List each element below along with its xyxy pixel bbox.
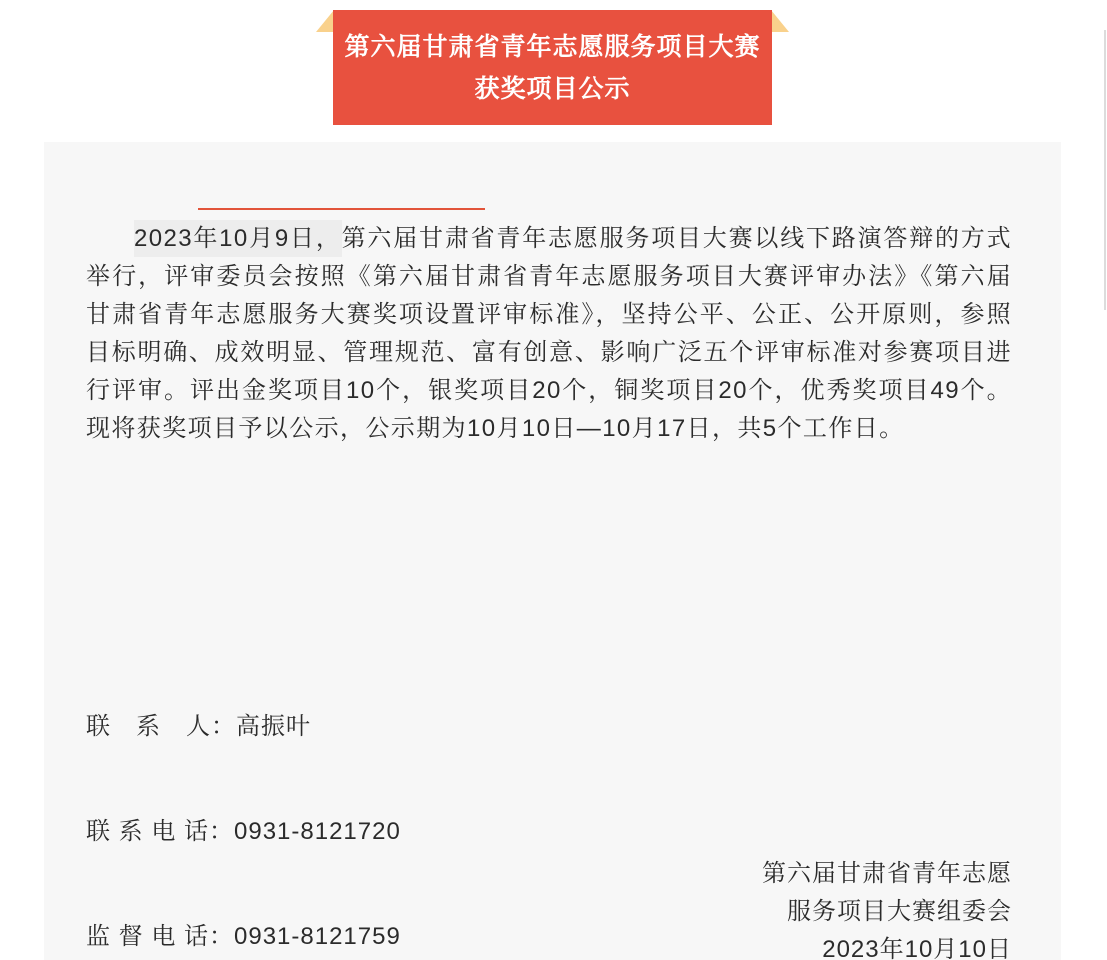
contact-phone-line: 联 系 电 话：0931-8121720 — [86, 818, 401, 845]
scrollbar-thumb[interactable] — [1104, 30, 1106, 310]
red-divider-line — [198, 208, 485, 210]
banner-fold-right-decoration — [771, 10, 789, 32]
banner-title-line2: 获奖项目公示 — [474, 75, 631, 103]
supervision-phone-line: 监 督 电 话：0931-8121759 — [86, 923, 401, 950]
banner-fold-left-decoration — [316, 10, 334, 32]
contact-person-line: 联 系 人：高振叶 — [86, 713, 311, 740]
signature-org-line2: 服务项目大赛组委会 — [787, 898, 1012, 925]
banner-title-line1: 第六届甘肃省青年志愿服务项目大赛 — [344, 33, 761, 61]
announcement-date-highlight: 2023年10月9日， — [134, 220, 342, 257]
signature-date: 2023年10月10日 — [822, 936, 1012, 960]
signature-block — [762, 855, 1012, 960]
announcement-paragraph — [86, 220, 1012, 448]
contact-block — [86, 639, 401, 960]
signature-org-line1: 第六届甘肃省青年志愿 — [762, 860, 1012, 887]
announcement-paragraph-text: 第六届甘肃省青年志愿服务项目大赛以线下路演答辩的方式举行，评审委员会按照《第六届甘肃省青年志愿服务项目大赛评审办法》《第六届甘肃省青年志愿服务大赛奖项设置评审标准》，坚持公平、公正、公开原则，参照目标明确、成效明显、管理规范、富有创意、影响广泛五个评审标准对参赛项目进行评审。评出金奖项目10个，银奖项目20个，铜奖项目20个，优秀奖项目49个。现将获奖项目予以公示，公示期为10月10日—10月17日，共5个工作日。 — [86, 225, 1012, 442]
announcement-body-panel — [44, 142, 1061, 960]
announcement-banner — [333, 10, 772, 125]
